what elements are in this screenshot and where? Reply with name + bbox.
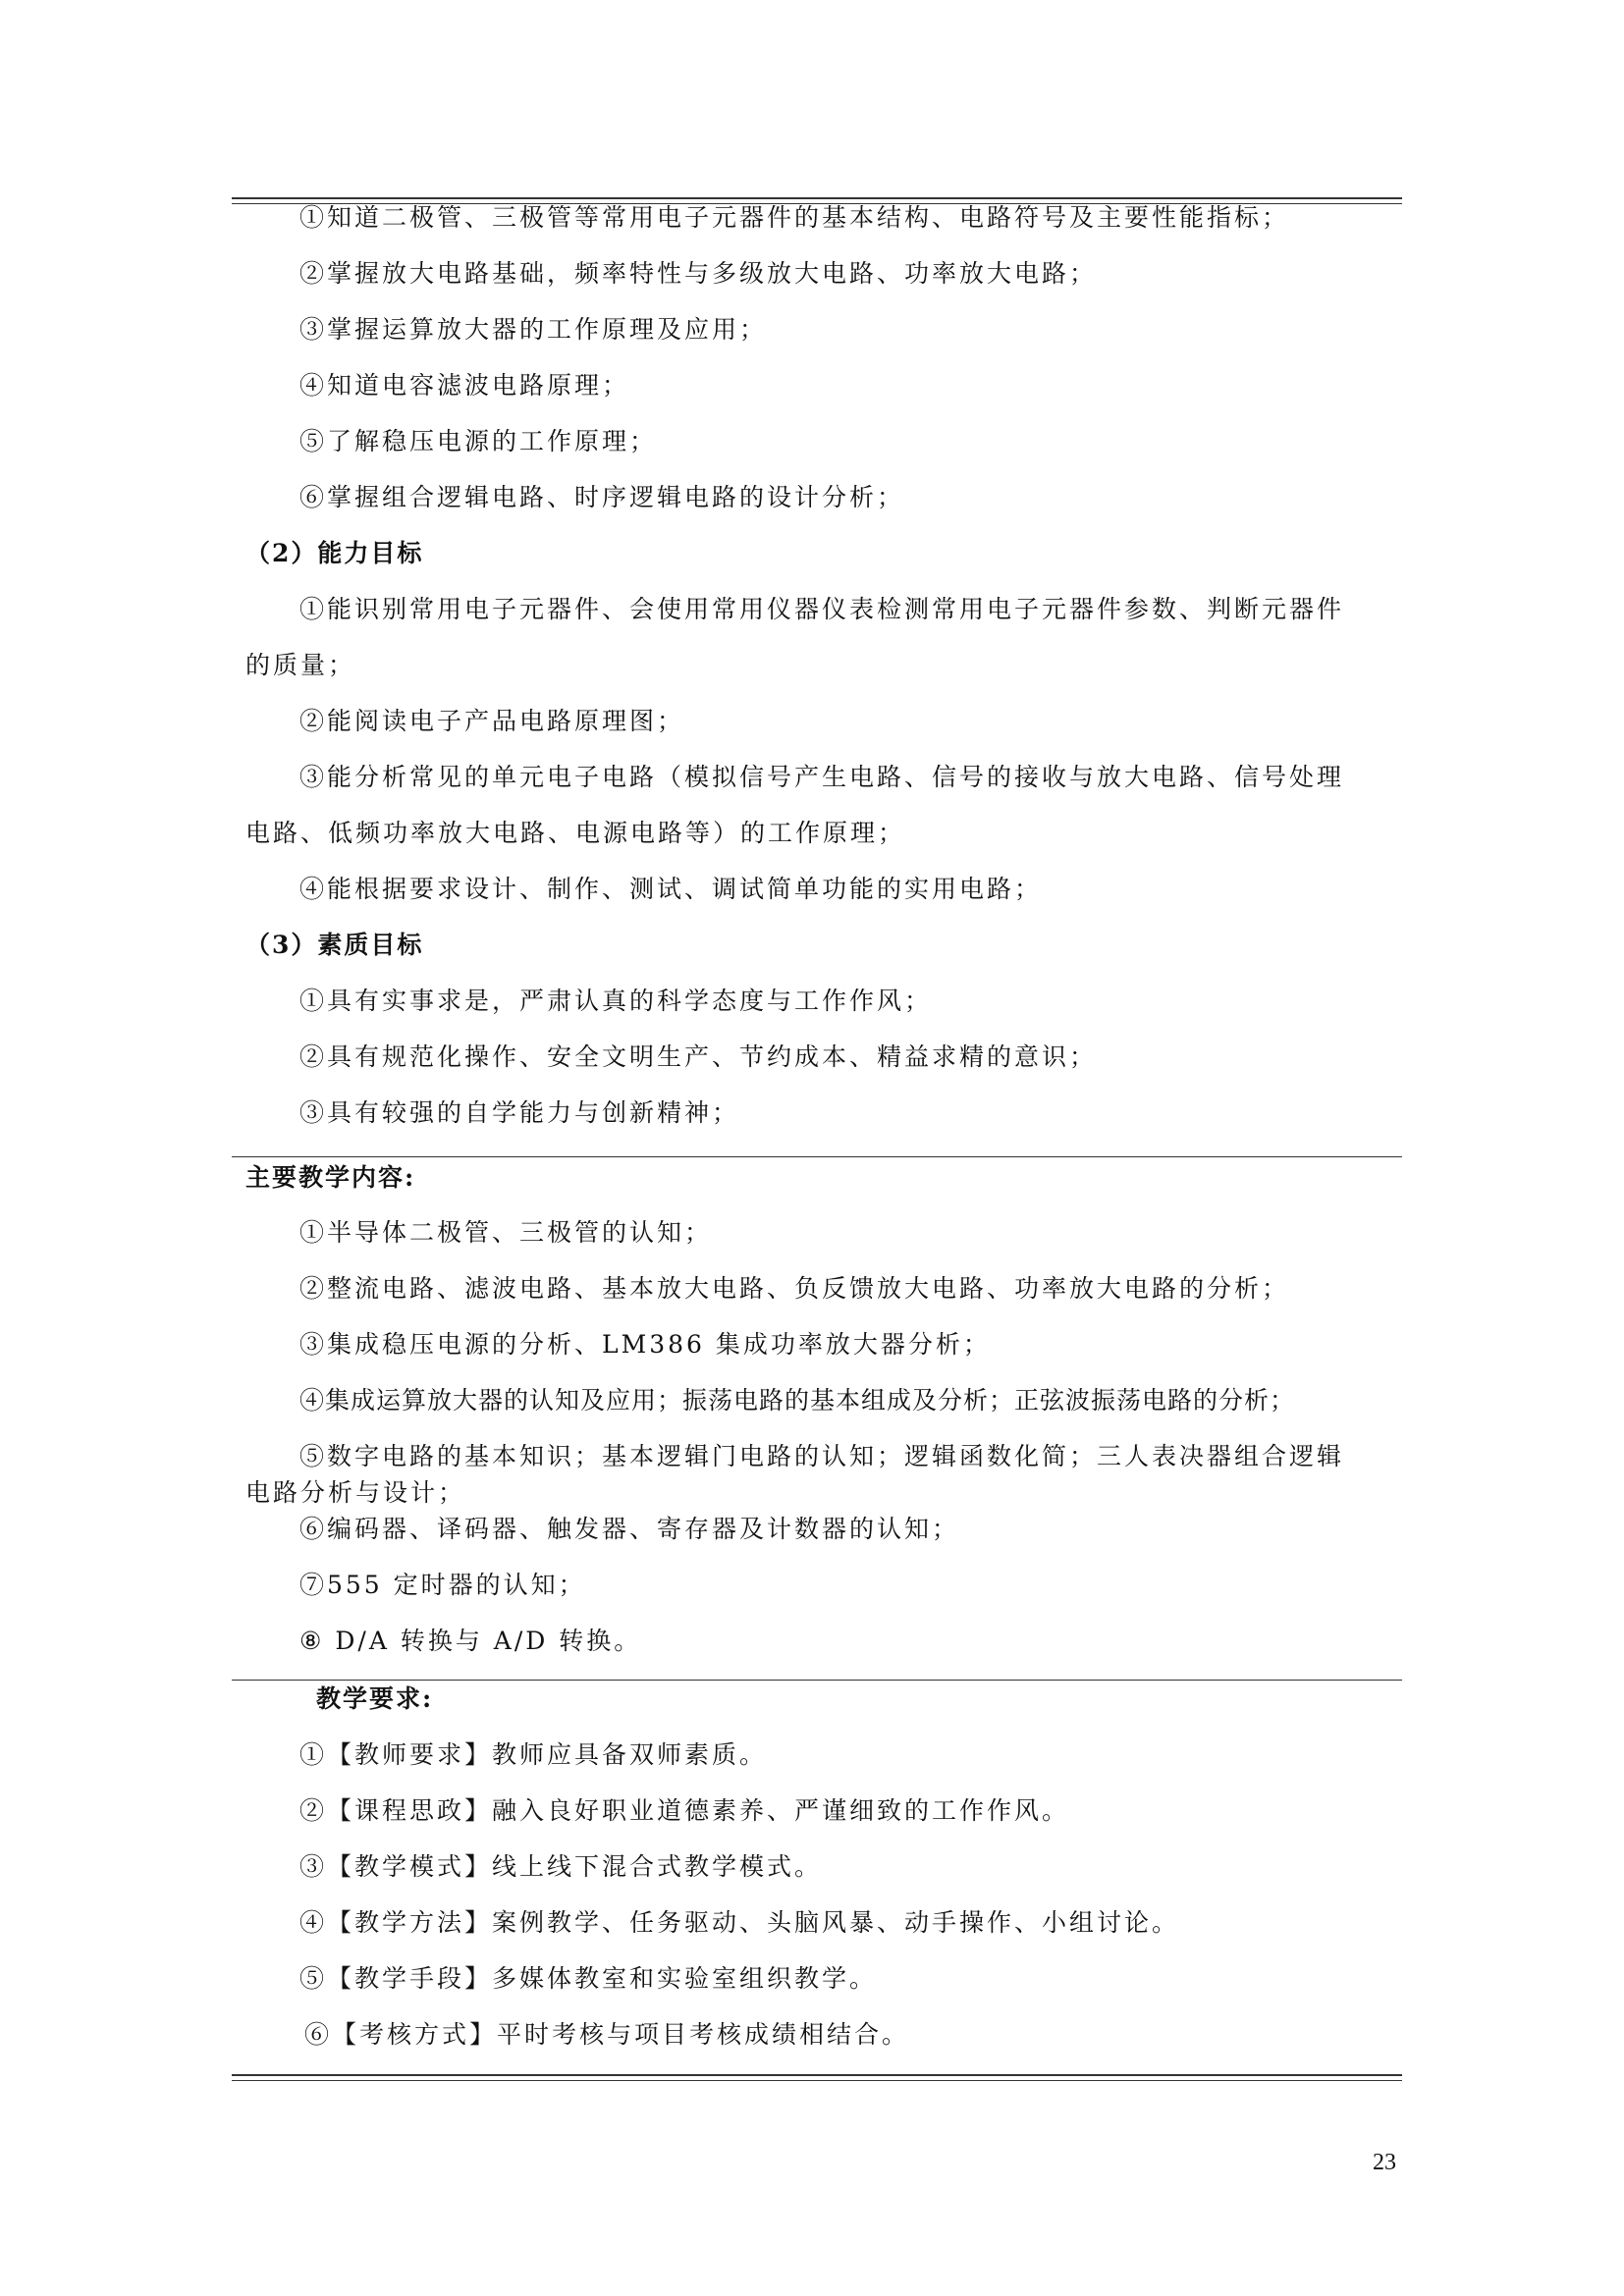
quality-goal-1: ①具有实事求是，严肃认真的科学态度与工作作风；: [299, 987, 933, 1015]
requirement-3: ③【教学模式】线上线下混合式教学模式。: [299, 1852, 823, 1881]
quality-goals-heading: （3）素质目标: [245, 931, 424, 959]
section-divider-2: [232, 1680, 1402, 1681]
quality-goal-3: ③具有较强的自学能力与创新精神；: [299, 1098, 740, 1127]
requirement-6: ⑥【考核方式】平时考核与项目考核成绩相结合。: [304, 2020, 910, 2049]
ability-goal-1-line2: 的质量；: [245, 651, 356, 679]
ability-goal-4: ④能根据要求设计、制作、测试、调试简单功能的实用电路；: [299, 875, 1043, 903]
page-number: 23: [1373, 2150, 1396, 2175]
knowledge-goal-1: ①知道二极管、三极管等常用电子元器件的基本结构、电路符号及主要性能指标；: [299, 203, 1290, 232]
content-item-8: ⑧ D/A 转换与 A/D 转换。: [299, 1627, 642, 1655]
requirement-1: ①【教师要求】教师应具备双师素质。: [299, 1740, 768, 1769]
ability-goal-3-line1: ③能分析常见的单元电子电路（模拟信号产生电路、信号的接收与放大电路、信号处理: [299, 763, 1345, 791]
ability-goals-heading: （2）能力目标: [245, 539, 424, 567]
ability-goal-2: ②能阅读电子产品电路原理图；: [299, 707, 685, 735]
content-item-1: ①半导体二极管、三极管的认知；: [299, 1218, 713, 1247]
knowledge-goal-5: ⑤了解稳压电源的工作原理；: [299, 427, 658, 455]
requirement-5: ⑤【教学手段】多媒体教室和实验室组织教学。: [299, 1964, 878, 1993]
content-item-3: ③集成稳压电源的分析、LM386 集成功率放大器分析；: [299, 1330, 991, 1359]
table-bottom-rule: [232, 2074, 1402, 2081]
section-divider-1: [232, 1156, 1402, 1157]
content-item-7: ⑦555 定时器的认知；: [299, 1571, 586, 1599]
requirement-4: ④【教学方法】案例教学、任务驱动、头脑风暴、动手操作、小组讨论。: [299, 1908, 1180, 1937]
content-item-2: ②整流电路、滤波电路、基本放大电路、负反馈放大电路、功率放大电路的分析；: [299, 1274, 1290, 1303]
content-item-5-line2: 电路分析与设计；: [245, 1478, 466, 1507]
requirement-2: ②【课程思政】融入良好职业道德素养、严谨细致的工作作风。: [299, 1796, 1070, 1825]
ability-goal-1-line1: ①能识别常用电子元器件、会使用常用仪器仪表检测常用电子元器件参数、判断元器件: [299, 595, 1345, 623]
content-item-4: ④集成运算放大器的认知及应用；振荡电路的基本组成及分析；正弦波振荡电路的分析；: [299, 1386, 1296, 1415]
content-item-6: ⑥编码器、译码器、触发器、寄存器及计数器的认知；: [299, 1515, 960, 1543]
main-content-heading: 主要教学内容:: [245, 1163, 416, 1192]
content-item-5-line1: ⑤数字电路的基本知识；基本逻辑门电路的认知；逻辑函数化简；三人表决器组合逻辑: [299, 1442, 1345, 1470]
knowledge-goal-6: ⑥掌握组合逻辑电路、时序逻辑电路的设计分析；: [299, 483, 905, 511]
knowledge-goal-2: ②掌握放大电路基础，频率特性与多级放大电路、功率放大电路；: [299, 259, 1098, 288]
requirements-heading: 教学要求:: [316, 1684, 434, 1713]
ability-goal-3-line2: 电路、低频功率放大电路、电源电路等）的工作原理；: [245, 819, 906, 847]
knowledge-goal-4: ④知道电容滤波电路原理；: [299, 371, 630, 400]
knowledge-goal-3: ③掌握运算放大器的工作原理及应用；: [299, 315, 768, 344]
quality-goal-2: ②具有规范化操作、安全文明生产、节约成本、精益求精的意识；: [299, 1042, 1098, 1071]
